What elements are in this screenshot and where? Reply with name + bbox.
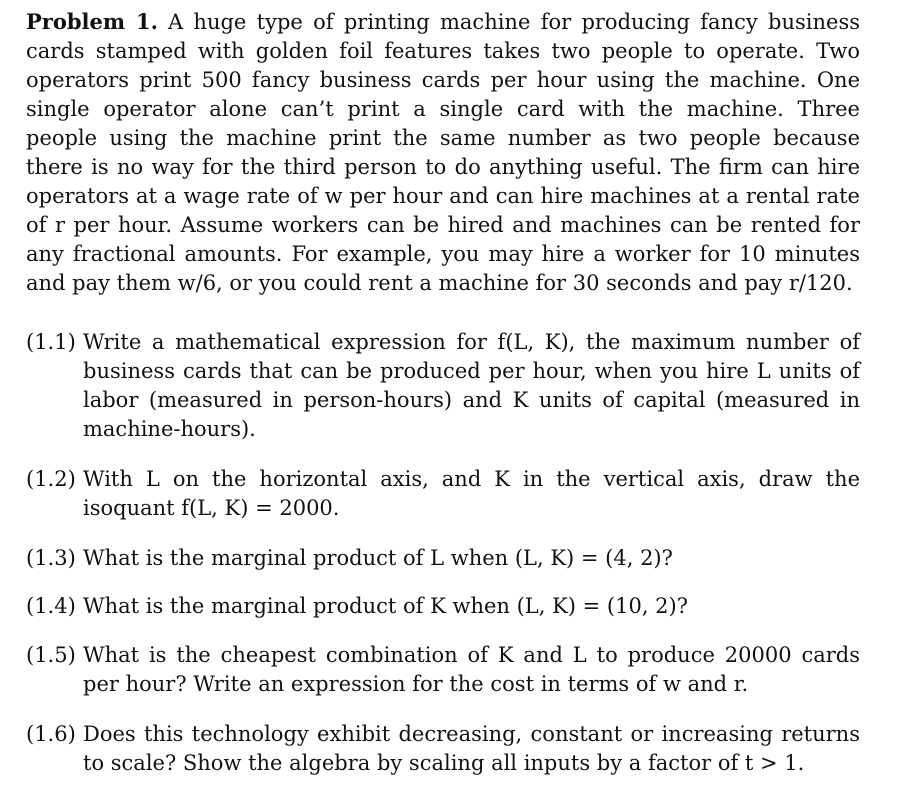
problem-heading: Problem 1. [26,9,158,34]
part-1-6 [26,720,860,778]
part-number: (1.5) [26,643,76,667]
part-number: (1.6) [26,722,76,746]
part-text: Does this technology exhibit decreasing, constant or increasing returns to scale? Show the algebra by scaling all inputs by a factor of t > 1. [83,722,860,775]
part-number: (1.4) [26,594,76,618]
part-1-3 [26,544,860,573]
part-1-2 [26,465,860,523]
part-1-5 [26,641,860,699]
part-number: (1.1) [26,330,76,354]
problem-document [26,7,860,778]
part-1-4 [26,592,860,621]
problem-parts-list [26,328,860,778]
problem-intro [26,7,860,298]
part-number: (1.3) [26,546,76,570]
part-text: What is the marginal product of L when (L, K) = (4, 2)? [83,546,673,570]
part-text: What is the cheapest combination of K and L to produce 20000 cards per hour? Write an expression for the cost in terms of w and r. [83,643,860,696]
part-text: What is the marginal product of K when (L, K) = (10, 2)? [83,594,688,618]
part-number: (1.2) [26,467,76,491]
problem-statement: A huge type of printing machine for producing fancy business cards stamped with golden foil features takes two people to operate. Two operators print 500 fancy business cards per hour using the machine. One single operator alone can’t print a single card with the machine. Three people using the machine print the same number as two people because there is no way for the third person to do anything useful. The firm can hire operators at a wage rate of w per hour and can hire machines at a rental rate of r per hour. Assume workers can be hired and machines can be rented for any fractional amounts. For example, you may hire a worker for 10 minutes and pay them w/6, or you could rent a machine for 30 seconds and pay r/120. [26,10,860,295]
part-text: Write a mathematical expression for f(L, K), the maximum number of business cards that can be produced per hour, when you hire L units of labor (measured in person-hours) and K units of capital (measured in machine-hours). [83,330,860,441]
part-1-1 [26,328,860,444]
part-text: With L on the horizontal axis, and K in the vertical axis, draw the isoquant f(L, K) = 2000. [83,467,860,520]
